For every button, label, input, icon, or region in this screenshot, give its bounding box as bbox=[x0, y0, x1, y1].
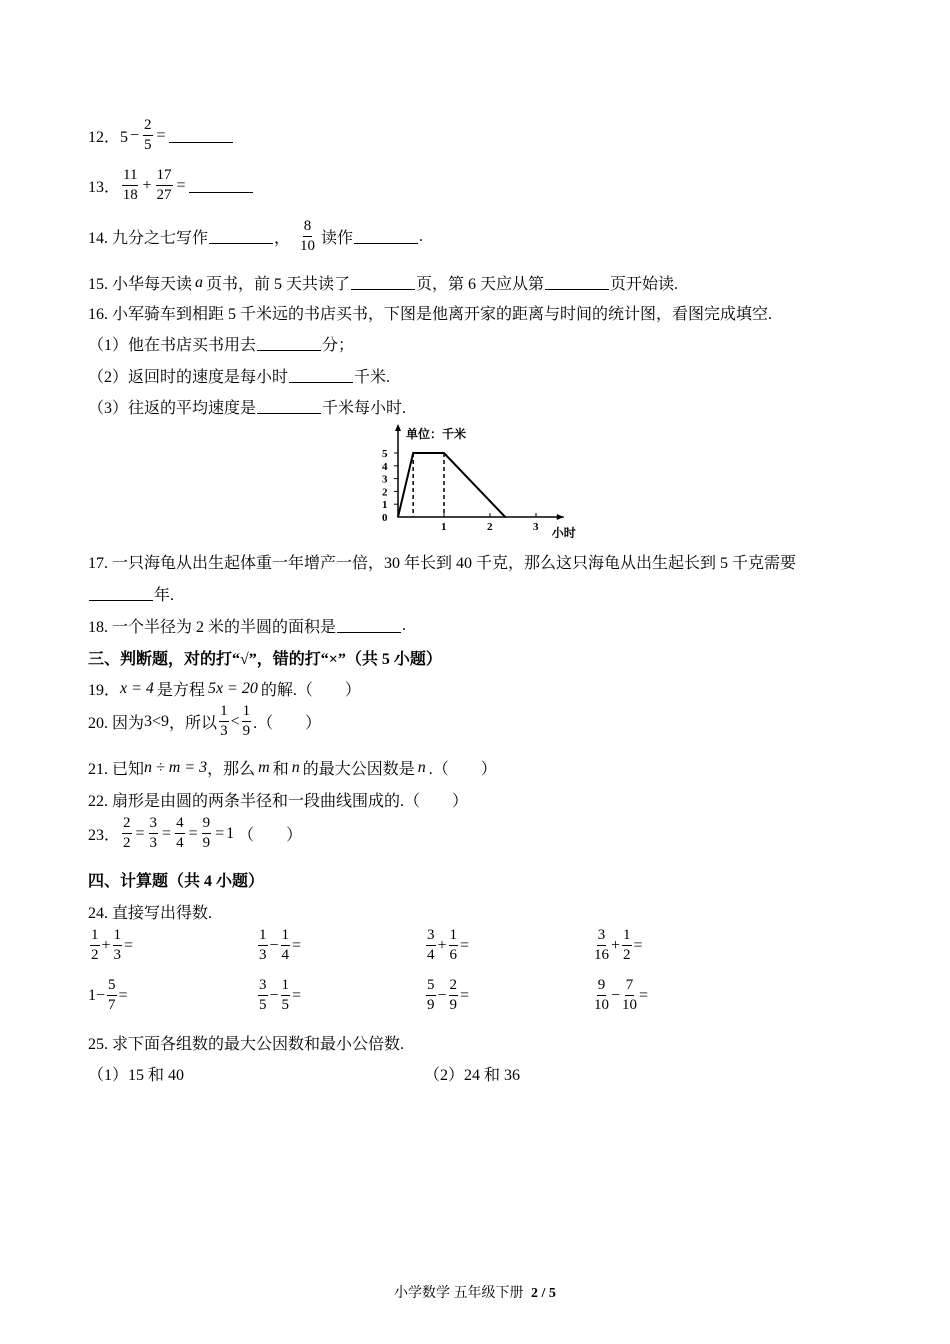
q21-text-4: 的最大公因数是 bbox=[302, 761, 415, 778]
q23-fraction-3: $\frac{4}{4}$ bbox=[176, 815, 184, 851]
calc-item-1 bbox=[88, 928, 133, 963]
q16-p2-unit: 千米. bbox=[354, 369, 391, 386]
q13-equals: = bbox=[176, 176, 186, 194]
q23-label: 23． bbox=[88, 827, 121, 844]
data-point-2 bbox=[412, 452, 414, 454]
question-14 bbox=[88, 219, 423, 254]
y-axis-title: 单位：千米 bbox=[406, 427, 467, 441]
q23-eq-4: = bbox=[215, 824, 225, 842]
distance-time-chart bbox=[360, 420, 590, 545]
q17-text-1: 17. 一只海龟从出生起体重一年增产一倍，30 年长到 40 千克，那么这只海龟从出生起长到 5 千克需要 bbox=[88, 555, 797, 572]
q12-minus: − bbox=[130, 126, 140, 144]
q23-eq-2: = bbox=[162, 824, 172, 842]
calc-2-op: − bbox=[269, 936, 279, 954]
q21-var-n2: n bbox=[417, 758, 426, 776]
x-tick-label-2: 2 bbox=[487, 521, 493, 533]
calc-8-eq: = bbox=[639, 986, 649, 1004]
q20-expr: 3<9 bbox=[144, 712, 170, 730]
q21-var-m: m bbox=[258, 758, 270, 776]
q16-text: 16. 小军骑车到相距 5 千米远的书店买书，下图是他离开家的距离与时间的统计图，看图完成填空. bbox=[88, 306, 773, 323]
q16-p3-text: （3）往返的平均速度是 bbox=[88, 400, 257, 417]
y-tick-label-0: 0 bbox=[382, 512, 388, 524]
q14-blank-1[interactable] bbox=[209, 229, 273, 244]
calc-item-2 bbox=[256, 928, 301, 963]
q19-text-2: 的解.（ ） bbox=[260, 682, 361, 699]
q13-label: 13． bbox=[88, 179, 121, 196]
q25-p1-text: （1）15 和 40 bbox=[88, 1067, 185, 1084]
q20-end: .（ ） bbox=[253, 715, 322, 732]
x-axis-arrow bbox=[557, 514, 564, 520]
y-tick-label-5: 5 bbox=[382, 448, 388, 460]
calc-4-b: $\frac{1}{2}$ bbox=[623, 927, 631, 963]
question-19 bbox=[88, 677, 361, 700]
q16-p3-unit: 千米每小时. bbox=[322, 400, 407, 417]
distance-series-line bbox=[398, 453, 505, 517]
q23-eq-3: = bbox=[188, 824, 198, 842]
q20-fraction-2: $\frac{1}{9}$ bbox=[242, 703, 251, 739]
q16-part-3 bbox=[88, 395, 406, 418]
calc-item-5 bbox=[88, 978, 128, 1013]
q12-answer-blank[interactable] bbox=[169, 128, 233, 143]
question-12 bbox=[88, 118, 234, 153]
q17-text-2: 年. bbox=[154, 587, 175, 604]
calc-8-op: − bbox=[611, 986, 621, 1004]
calc-3-eq: = bbox=[460, 936, 470, 954]
calc-5-b: $\frac{5}{7}$ bbox=[108, 977, 116, 1013]
data-point-4 bbox=[504, 516, 506, 518]
q15-blank-2[interactable] bbox=[545, 275, 609, 290]
calc-4-op: + bbox=[611, 936, 621, 954]
question-23 bbox=[88, 816, 302, 851]
y-tick-label-1: 1 bbox=[382, 499, 388, 512]
q14-fraction: $\frac{8}{10}$ bbox=[300, 218, 316, 254]
calc-item-8 bbox=[592, 978, 648, 1013]
x-tick-label-1: 1 bbox=[441, 521, 447, 533]
q15-text-3: 页，第 6 天应从第 bbox=[416, 276, 545, 293]
x-tick-label-3: 3 bbox=[533, 521, 539, 533]
q19-expr-2: 5x = 20 bbox=[207, 679, 258, 697]
question-17-cont bbox=[88, 582, 174, 605]
q14-comma: ， bbox=[274, 230, 291, 247]
q16-blank-2[interactable] bbox=[289, 368, 353, 383]
calc-2-eq: = bbox=[292, 936, 302, 954]
q21-expr: n ÷ m = 3 bbox=[144, 758, 208, 776]
calc-5-eq: = bbox=[118, 986, 128, 1004]
q23-paren: （ ） bbox=[238, 827, 303, 844]
calc-4-a: $\frac{3}{16}$ bbox=[594, 927, 609, 963]
calc-3-b: $\frac{1}{6}$ bbox=[449, 927, 458, 963]
q25-p2-text: （2）24 和 36 bbox=[424, 1067, 521, 1084]
q21-text-3: 和 bbox=[272, 761, 289, 778]
q21-end: .（ ） bbox=[428, 761, 497, 778]
calc-6-op: − bbox=[269, 986, 279, 1004]
q18-end: . bbox=[402, 616, 407, 634]
calc-2-b: $\frac{1}{4}$ bbox=[281, 927, 290, 963]
data-point-3 bbox=[443, 452, 445, 454]
y-axis-arrow bbox=[395, 424, 401, 431]
q16-p1-unit: 分； bbox=[322, 337, 355, 354]
calc-7-eq: = bbox=[460, 986, 470, 1004]
page-footer bbox=[0, 1282, 950, 1302]
q16-part-2 bbox=[88, 364, 390, 387]
q23-fraction-4: $\frac{9}{9}$ bbox=[202, 815, 211, 851]
q14-end: . bbox=[419, 227, 424, 245]
question-15 bbox=[88, 271, 678, 294]
section-3-title bbox=[88, 646, 442, 669]
q16-blank-3[interactable] bbox=[257, 399, 321, 414]
y-tick-label-3: 3 bbox=[382, 473, 388, 486]
calc-5-op: − bbox=[96, 986, 106, 1004]
calc-8-a: $\frac{9}{10}$ bbox=[594, 977, 609, 1013]
q15-blank-1[interactable] bbox=[351, 275, 415, 290]
q25-text: 25. 求下面各组数的最大公因数和最小公倍数. bbox=[88, 1036, 405, 1053]
calc-7-b: $\frac{2}{9}$ bbox=[449, 977, 458, 1013]
q22-text: 22. 扇形是由圆的两条半径和一段曲线围成的.（ ） bbox=[88, 793, 469, 810]
calc-6-eq: = bbox=[292, 986, 302, 1004]
calc-item-3 bbox=[424, 928, 469, 963]
q21-var-n: n bbox=[291, 758, 300, 776]
question-25 bbox=[88, 1031, 404, 1054]
calc-item-4 bbox=[592, 928, 643, 963]
x-axis-title: 小时 bbox=[551, 526, 576, 540]
q24-text: 24. 直接写出得数. bbox=[88, 905, 213, 922]
calc-1-eq: = bbox=[124, 936, 134, 954]
question-20 bbox=[88, 704, 321, 739]
q15-text-1: 15. 小华每天读 bbox=[88, 276, 193, 293]
q20-less-than: < bbox=[230, 712, 240, 730]
q25-part-2 bbox=[424, 1062, 520, 1085]
q12-fraction: $\frac{2}{5}$ bbox=[144, 117, 152, 153]
q25-part-1 bbox=[88, 1062, 184, 1085]
q21-text-2: ，那么 bbox=[207, 761, 256, 778]
q13-fraction-2: $\frac{17}{27}$ bbox=[156, 167, 172, 203]
y-tick-label-2: 2 bbox=[382, 486, 388, 499]
q18-blank[interactable] bbox=[337, 618, 401, 633]
question-24 bbox=[88, 900, 212, 923]
q15-var: a bbox=[195, 273, 204, 291]
q23-result: 1 bbox=[226, 824, 235, 842]
q19-text-1: 是方程 bbox=[156, 682, 205, 699]
q23-eq-1: = bbox=[135, 824, 145, 842]
calc-6-b: $\frac{1}{5}$ bbox=[281, 977, 290, 1013]
calc-item-7 bbox=[424, 978, 469, 1013]
q16-p1-text: （1）他在书店买书用去 bbox=[88, 337, 257, 354]
calc-3-a: $\frac{3}{4}$ bbox=[427, 927, 435, 963]
question-22 bbox=[88, 788, 468, 811]
q19-expr-1: x = 4 bbox=[120, 679, 154, 697]
q20-text-2: ，所以 bbox=[169, 715, 218, 732]
calc-3-op: + bbox=[437, 936, 447, 954]
calc-1-a: $\frac{1}{2}$ bbox=[91, 927, 99, 963]
section-4-title bbox=[88, 868, 264, 891]
q23-fraction-2: $\frac{3}{3}$ bbox=[149, 815, 158, 851]
calc-5-whole: 1 bbox=[88, 986, 96, 1004]
calc-7-op: − bbox=[437, 986, 447, 1004]
footer-text: 小学数学 五年级下册 bbox=[394, 1286, 524, 1301]
calc-item-6 bbox=[256, 978, 301, 1013]
q14-blank-2[interactable] bbox=[354, 229, 418, 244]
calc-1-op: + bbox=[101, 936, 111, 954]
page-number: 2 / 5 bbox=[531, 1286, 556, 1301]
q18-text: 18. 一个半径为 2 米的半圆的面积是 bbox=[88, 619, 337, 636]
q17-blank[interactable] bbox=[89, 586, 153, 601]
q13-fraction-1: $\frac{11}{18}$ bbox=[122, 167, 138, 203]
calc-8-b: $\frac{7}{10}$ bbox=[622, 977, 638, 1013]
q20-text-1: 20. 因为 bbox=[88, 715, 145, 732]
q23-fraction-1: $\frac{2}{2}$ bbox=[123, 815, 131, 851]
question-16 bbox=[88, 301, 772, 324]
q21-text-1: 21. 已知 bbox=[88, 761, 145, 778]
calc-4-eq: = bbox=[633, 936, 643, 954]
q14-text-1: 14. 九分之七写作 bbox=[88, 230, 209, 247]
data-point-1 bbox=[397, 516, 399, 518]
calc-1-b: $\frac{1}{3}$ bbox=[113, 927, 122, 963]
q16-blank-1[interactable] bbox=[257, 336, 321, 351]
q16-p2-text: （2）返回时的速度是每小时 bbox=[88, 369, 289, 386]
q14-text-2: 读作 bbox=[321, 230, 354, 247]
q13-plus: + bbox=[142, 176, 152, 194]
calc-6-a: $\frac{3}{5}$ bbox=[259, 977, 267, 1013]
q15-text-4: 页开始读. bbox=[610, 276, 679, 293]
calc-2-a: $\frac{1}{3}$ bbox=[259, 927, 267, 963]
question-13 bbox=[88, 168, 254, 203]
question-21 bbox=[88, 756, 497, 779]
q15-text-2: 页书，前 5 天共读了 bbox=[206, 276, 351, 293]
q12-label: 12．5 bbox=[88, 129, 129, 146]
question-17 bbox=[88, 550, 796, 573]
calc-7-a: $\frac{5}{9}$ bbox=[427, 977, 435, 1013]
q19-label: 19． bbox=[88, 682, 121, 699]
q20-fraction-1: $\frac{1}{3}$ bbox=[220, 703, 228, 739]
q16-part-1 bbox=[88, 332, 354, 355]
q12-equals: = bbox=[156, 126, 166, 144]
q13-answer-blank[interactable] bbox=[189, 178, 253, 193]
question-18 bbox=[88, 614, 406, 637]
section-4-text: 四、计算题（共 4 小题） bbox=[88, 873, 265, 890]
y-tick-label-4: 4 bbox=[382, 460, 388, 473]
section-3-text: 三、判断题，对的打“√”，错的打“×”（共 5 小题） bbox=[88, 651, 442, 668]
